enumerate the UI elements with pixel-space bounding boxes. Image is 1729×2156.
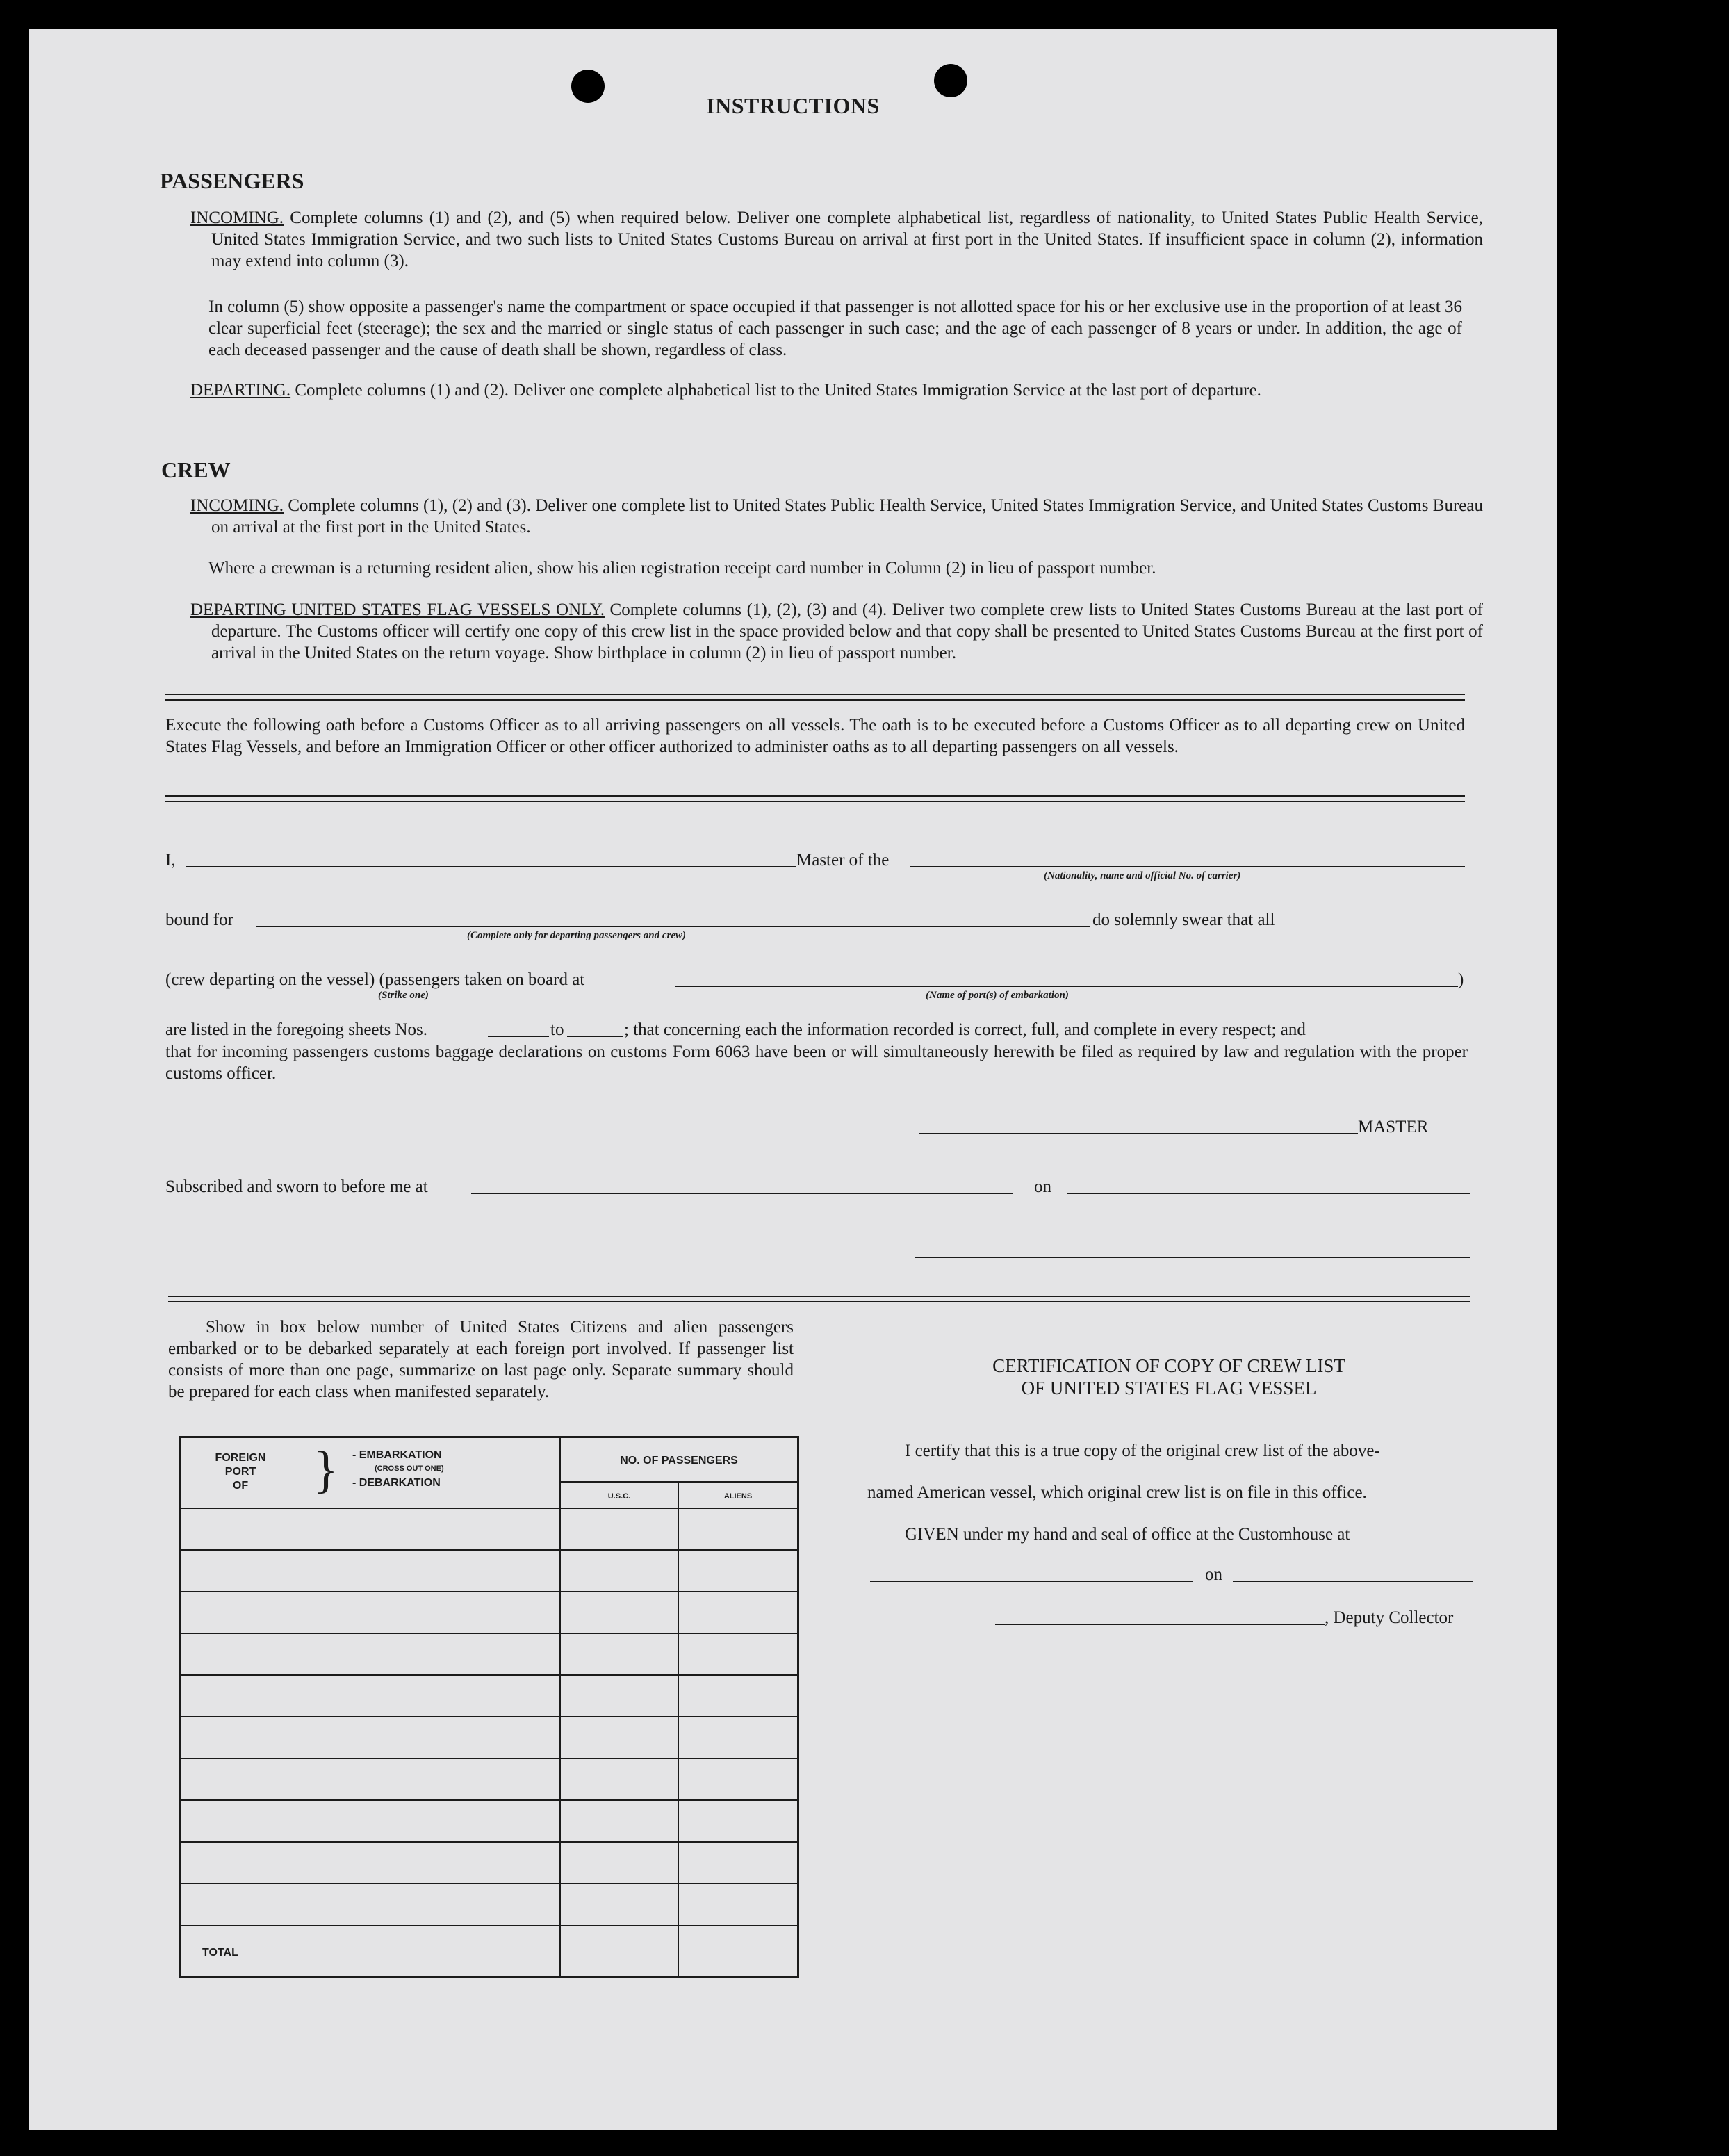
bound-for-caption: (Complete only for departing passengers and crew) (467, 930, 686, 941)
header-foreign: FOREIGN (215, 1452, 266, 1464)
header-brace: } (313, 1442, 338, 1498)
certification-title-1: CERTIFICATION OF COPY OF CREW LIST (992, 1355, 1345, 1376)
table-divider (678, 1481, 679, 1976)
master-name-field[interactable] (186, 866, 796, 867)
listed-continued: that for incoming passengers customs baggage declarations on customs Form 6063 have been or will simultaneously herewith be filed as required by law and regulation with the proper customs officer. (165, 1043, 1468, 1083)
master-label: MASTER (1358, 1118, 1429, 1136)
divider (165, 694, 1465, 695)
bound-for-label: bound for (165, 910, 233, 929)
crew-departing-label: DEPARTING UNITED STATES FLAG VESSELS ONLY. (190, 601, 605, 619)
header-of: OF (232, 1480, 249, 1492)
departing-label: DEPARTING. (190, 381, 291, 400)
table-row-line (181, 1508, 797, 1509)
divider (165, 699, 1465, 701)
incoming-text: Complete columns (1) and (2), and (5) when required below. Deliver one complete alphabetical list, regardless of nationality, to United States Public Health Service, United States Immigration Service, and two such lists to United States Customs Bureau on arrival at first port in the United States. If insufficient space in column (2), information may extend into column (3). (211, 209, 1484, 270)
certification-text-2: named American vessel, which original crew list is on file in this office. (867, 1483, 1367, 1502)
table-divider (559, 1481, 797, 1483)
total-label: TOTAL (202, 1947, 238, 1959)
header-embarkation: - EMBARKATION (352, 1449, 442, 1461)
divider (168, 1301, 1470, 1302)
strike-one-caption: (Strike one) (378, 990, 429, 1001)
oath-instructions: Execute the following oath before a Customs Officer as to all arriving passengers on all vessels. The oath is to be executed before a Customs Officer as to all departing crew on United States Flag Vessels, and before an Immigration Officer or other officer authorized to administer oaths as to all departing passengers on all vessels. (165, 716, 1465, 756)
crew-incoming-label: INCOMING. (190, 496, 284, 515)
listed-label: are listed in the foregoing sheets Nos. (165, 1020, 427, 1039)
header-debarkation: - DEBARKATION (352, 1477, 441, 1489)
bound-for-field[interactable] (256, 926, 1090, 927)
column5-paragraph: In column (5) show opposite a passenger's name the compartment or space occupied if that passenger is not allotted space for his or her exclusive use in the proportion of at least 36 clear superficial feet (steerage); the sex and the married or single status of each passenger in such case; and the age of each passenger of 8 years or under. In addition, the age of each deceased passenger and the cause of death shall be shown, regardless of class. (208, 297, 1462, 359)
certification-date-field[interactable] (1233, 1581, 1473, 1582)
sworn-place-field[interactable] (471, 1193, 1013, 1194)
crew-heading: CREW (161, 457, 231, 482)
master-of-label: Master of the (796, 851, 890, 869)
table-row-line (181, 1883, 797, 1884)
incoming-label: INCOMING. (190, 209, 284, 227)
divider (165, 795, 1465, 797)
departing-text: Complete columns (1) and (2). Deliver one complete alphabetical list to the United States Immigration Service at the last port of departure. (295, 381, 1261, 400)
deputy-collector-label: , Deputy Collector (1325, 1608, 1454, 1627)
carrier-caption: (Nationality, name and official No. of carrier) (1044, 870, 1241, 881)
listed-text: ; that concerning each the information recorded is correct, full, and complete in every respect; and (624, 1020, 1306, 1039)
passengers-heading: PASSENGERS (160, 168, 304, 193)
divider (168, 1296, 1470, 1297)
table-divider (559, 1438, 561, 1976)
port-caption: (Name of port(s) of embarkation) (926, 990, 1069, 1001)
certification-on-label: on (1205, 1565, 1222, 1584)
page-title: INSTRUCTIONS (706, 93, 880, 118)
summary-instructions: Show in box below number of United States Citizens and alien passengers embarked or to be debarked separately at each foreign port involved. If passenger list consists of more than one page, summarize on last page only. Separate summary should be prepared for each class when manifested separately. (168, 1318, 794, 1401)
officer-signature-field[interactable] (915, 1257, 1470, 1258)
crew-departing-text: Complete columns (1), (2), (3) and (4). Deliver two complete crew lists to United States Customs Bureau at the last port of departure. The Customs officer will certify one copy of this crew list in the space provided below and that copy shall be presented to United States Customs Bureau at the first port of arrival in the United States on the return voyage. Show birthplace in column (2) in lieu of passport number. (211, 601, 1483, 662)
sheet-to-field[interactable] (567, 1036, 623, 1037)
listed-to-label: to (550, 1020, 564, 1039)
table-row-line (181, 1799, 797, 1801)
embarkation-port-field[interactable] (675, 986, 1458, 987)
header-cross-out: (CROSS OUT ONE) (375, 1464, 444, 1473)
carrier-field[interactable] (910, 866, 1465, 867)
customhouse-field[interactable] (870, 1581, 1193, 1582)
deputy-signature-field[interactable] (995, 1624, 1325, 1625)
punch-hole (934, 64, 967, 97)
header-usc: U.S.C. (607, 1492, 631, 1501)
swear-label: do solemnly swear that all (1092, 910, 1275, 929)
oath-i-label: I, (165, 851, 176, 869)
table-row-line (181, 1549, 797, 1551)
form-page (29, 29, 1557, 2130)
crew-departing-paragraph (190, 599, 1483, 664)
header-port: PORT (224, 1466, 256, 1478)
crew-incoming-paragraph (190, 495, 1483, 538)
table-row-line (181, 1633, 797, 1634)
crew-departing-label: (crew departing on the vessel) (passengers taken on board at (165, 970, 585, 989)
passenger-summary-table (179, 1436, 799, 1978)
table-row-line (181, 1716, 797, 1717)
divider (165, 801, 1465, 802)
passengers-incoming-paragraph (190, 207, 1483, 272)
certification-given: GIVEN under my hand and seal of office at the Customhouse at (905, 1525, 1350, 1544)
sheet-from-field[interactable] (488, 1036, 549, 1037)
crew-incoming-text: Complete columns (1), (2) and (3). Deliver one complete list to United States Public Health Service, United States Immigration Service, and United States Customs Bureau on arrival at the first port in the United States. (211, 496, 1483, 537)
master-signature-field[interactable] (919, 1133, 1358, 1134)
table-row-line (181, 1758, 797, 1759)
header-aliens: ALIENS (723, 1492, 753, 1501)
close-paren: ) (1458, 970, 1464, 989)
subscribed-label: Subscribed and sworn to before me at (165, 1177, 428, 1196)
table-row-line (181, 1925, 797, 1926)
certification-text-1: I certify that this is a true copy of the original crew list of the above- (905, 1442, 1380, 1460)
table-row-line (181, 1674, 797, 1676)
sworn-on-label: on (1034, 1177, 1051, 1196)
table-row-line (181, 1841, 797, 1843)
passengers-departing-paragraph (190, 379, 1483, 401)
certification-title-2: OF UNITED STATES FLAG VESSEL (1021, 1378, 1317, 1398)
header-no-of-passengers: NO. OF PASSENGERS (620, 1455, 738, 1467)
resident-alien-paragraph: Where a crewman is a returning resident alien, show his alien registration receipt card number in Column (2) in lieu of passport number. (208, 559, 1156, 578)
table-row-line (181, 1591, 797, 1592)
sworn-date-field[interactable] (1067, 1193, 1470, 1194)
